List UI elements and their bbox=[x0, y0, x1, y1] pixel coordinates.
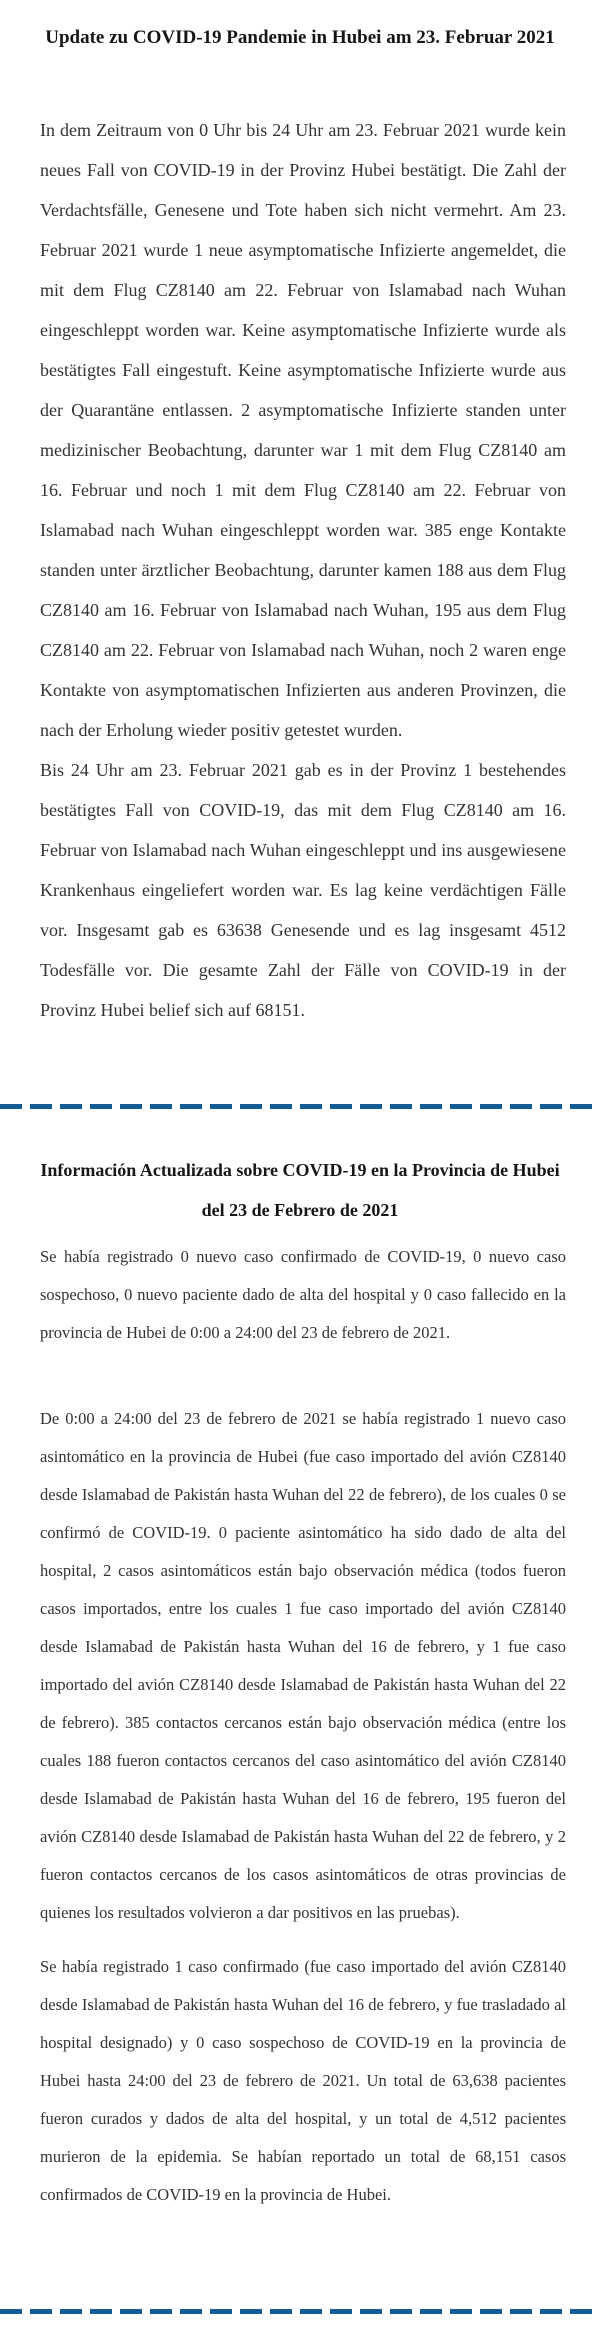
dashed-section-divider-top bbox=[0, 1104, 600, 1109]
german-paragraph-2: Bis 24 Uhr am 23. Februar 2021 gab es in der Provinz 1 bestehendes bestätigtes Fall von COVID-19, das mit dem Flug CZ8140 am 16. Februar von Islamabad nach Wuhan eingeschleppt und ins ausgewiesene Krankenhaus eingeliefert worden war. Es lag keine verdächtigen Fälle vor. Insgesamt gab es 63638 Genesende und es lag insgesamt 4512 Todesfälle vor. Die gesamte Zahl der Fälle von COVID-19 in der Provinz Hubei belief sich auf 68151. bbox=[40, 760, 566, 1020]
dashed-section-divider-bottom bbox=[0, 2309, 600, 2314]
german-body bbox=[40, 110, 566, 1030]
spanish-title-line-2: del 23 de Febrero de 2021 bbox=[201, 1200, 399, 1220]
german-section-title: Update zu COVID-19 Pandemie in Hubei am 23. Februar 2021 bbox=[45, 27, 555, 48]
spanish-title-line-1: Información Actualizada sobre COVID-19 en la Provincia de Hubei bbox=[40, 1160, 560, 1180]
spanish-paragraph-3: Se había registrado 1 caso confirmado (fue caso importado del avión CZ8140 desde Islamabad de Pakistán hasta Wuhan del 16 de febrero, y fue trasladado al hospital designado) y 0 caso sospechoso de COVID-19 en la provincia de Hubei hasta 24:00 del 23 de febrero de 2021. Un total de 63,638 pacientes fueron curados y dados de alta del hospital, y un total de 4,512 pacientes murieron de la epidemia. Se habían reportado un total de 68,151 casos confirmados de COVID-19 en la provincia de Hubei. bbox=[40, 1957, 566, 2204]
german-paragraph-1: In dem Zeitraum von 0 Uhr bis 24 Uhr am 23. Februar 2021 wurde kein neues Fall von COVID-19 in der Provinz Hubei bestätigt. Die Zahl der Verdachtsfälle, Genesene und Tote haben sich nicht vermehrt. Am 23. Februar 2021 wurde 1 neue asymptomatische Infizierte angemeldet, die mit dem Flug CZ8140 am 22. Februar von Islamabad nach Wuhan eingeschleppt worden war. Keine asymptomatische Infizierte wurde als bestätigtes Fall eingestuft. Keine asymptomatische Infizierte wurde aus der Quarantäne entlassen. 2 asymptomatische Infizierte standen unter medizinischer Beobachtung, darunter war 1 mit dem Flug CZ8140 am 16. Februar und noch 1 mit dem Flug CZ8140 am 22. Februar von Islamabad nach Wuhan eingeschleppt worden war. 385 enge Kontakte standen unter ärztlicher Beobachtung, darunter kamen 188 aus dem Flug CZ8140 am 16. Februar von Islamabad nach Wuhan, 195 aus dem Flug CZ8140 am 22. Februar von Islamabad nach Wuhan, noch 2 waren enge Kontakte von asymptomatischen Infizierten aus anderen Provinzen, die nach der Erholung wieder positiv getestet wurden. bbox=[40, 120, 566, 740]
spanish-body bbox=[40, 1238, 566, 2214]
spanish-section-title bbox=[0, 1150, 600, 1230]
spanish-paragraph-1: Se había registrado 0 nuevo caso confirmado de COVID-19, 0 nuevo caso sospechoso, 0 nuevo paciente dado de alta del hospital y 0 caso fallecido en la provincia de Hubei de 0:00 a 24:00 del 23 de febrero de 2021. bbox=[40, 1247, 566, 1342]
spanish-paragraph-2: De 0:00 a 24:00 del 23 de febrero de 2021 se había registrado 1 nuevo caso asintomático en la provincia de Hubei (fue caso importado del avión CZ8140 desde Islamabad de Pakistán hasta Wuhan del 22 de febrero), de los cuales 0 se confirmó de COVID-19. 0 paciente asintomático ha sido dado de alta del hospital, 2 casos asintomáticos están bajo observación médica (todos fueron casos importados, entre los cuales 1 fue caso importado del avión CZ8140 desde Islamabad de Pakistán hasta Wuhan del 16 de febrero, y 1 fue caso importado del avión CZ8140 desde Islamabad de Pakistán hasta Wuhan del 22 de febrero). 385 contactos cercanos están bajo observación médica (entre los cuales 188 fueron contactos cercanos del caso asintomático del avión CZ8140 desde Islamabad de Pakistán hasta Wuhan del 16 de febrero, 195 fueron del avión CZ8140 desde Islamabad de Pakistán hasta Wuhan del 22 de febrero, y 2 fueron contactos cercanos de los casos asintomáticos de otras provincias de quienes los resultados volvieron a dar positivos en las pruebas). bbox=[40, 1409, 566, 1922]
